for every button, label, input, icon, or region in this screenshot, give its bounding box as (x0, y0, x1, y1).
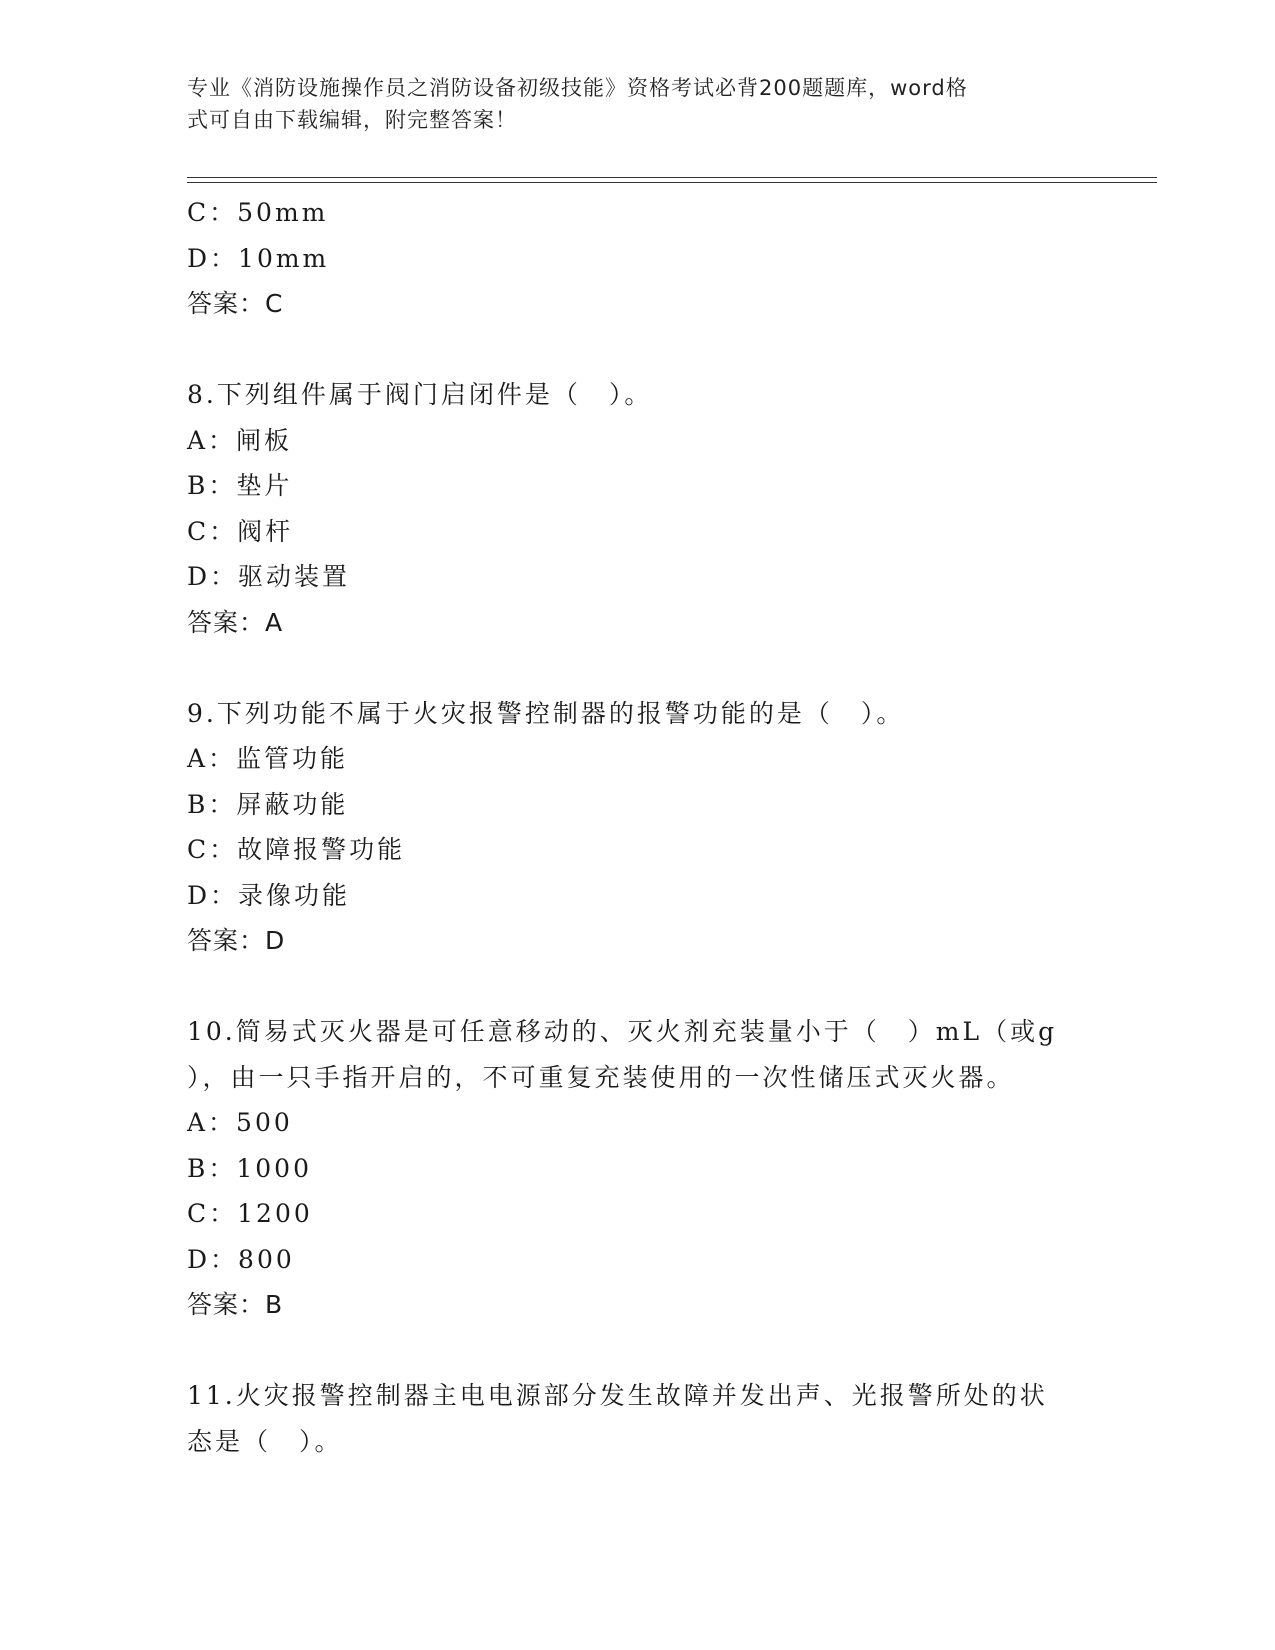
answer-line: 答案：C (187, 289, 284, 318)
option-a: A：监管功能 (187, 744, 349, 773)
option-b: B：屏蔽功能 (187, 789, 349, 819)
option-a: A：闸板 (187, 425, 293, 455)
prev-question (187, 190, 1087, 327)
option-d: D：驱动装置 (187, 562, 351, 591)
option-d: D：录像功能 (187, 880, 351, 910)
option-d: D：800 (187, 1244, 295, 1274)
question-text-line-2: 态是（ ）。 (187, 1426, 343, 1456)
spacer (187, 327, 1087, 373)
answer-line: 答案：B (187, 1290, 284, 1319)
question-8 (187, 372, 1087, 645)
document-header (187, 72, 1087, 136)
question-content (187, 190, 1087, 1464)
question-text: 9.下列功能不属于火灾报警控制器的报警功能的是（ ）。 (187, 698, 905, 728)
option-d: D：10mm (187, 243, 330, 273)
header-rule-bottom (187, 182, 1157, 183)
question-9 (187, 691, 1087, 964)
answer-line: 答案：A (187, 607, 284, 637)
option-c: C：50mm (187, 198, 329, 227)
spacer (187, 1328, 1087, 1374)
header-line-1: 专业《消防设施操作员之消防设备初级技能》资格考试必背200题题库，word格 (187, 76, 968, 100)
question-11 (187, 1373, 1087, 1464)
question-10 (187, 1009, 1087, 1328)
header-rule-top (187, 177, 1157, 178)
option-c: C：阀杆 (187, 516, 294, 546)
spacer (187, 964, 1087, 1010)
question-text-line-2: ），由一只手指开启的，不可重复充装使用的一次性储压式灭火器。 (187, 1062, 1015, 1092)
option-b: B：1000 (187, 1153, 312, 1183)
option-b: B：垫片 (187, 471, 293, 500)
question-text-line-1: 11.火灾报警控制器主电电源部分发生故障并发出声、光报警所处的状 (187, 1381, 1048, 1410)
option-a: A：500 (187, 1108, 293, 1137)
question-text: 8.下列组件属于阀门启闭件是（ ）。 (187, 380, 653, 409)
option-c: C：1200 (187, 1199, 313, 1228)
header-line-2: 式可自由下载编辑，附完整答案！ (187, 108, 517, 132)
answer-line: 答案：D (187, 926, 286, 955)
question-text-line-1: 10.简易式灭火器是可任意移动的、灭火剂充装量小于（ ）mL（或g (187, 1017, 1058, 1046)
spacer (187, 645, 1087, 691)
option-c: C：故障报警功能 (187, 835, 406, 864)
